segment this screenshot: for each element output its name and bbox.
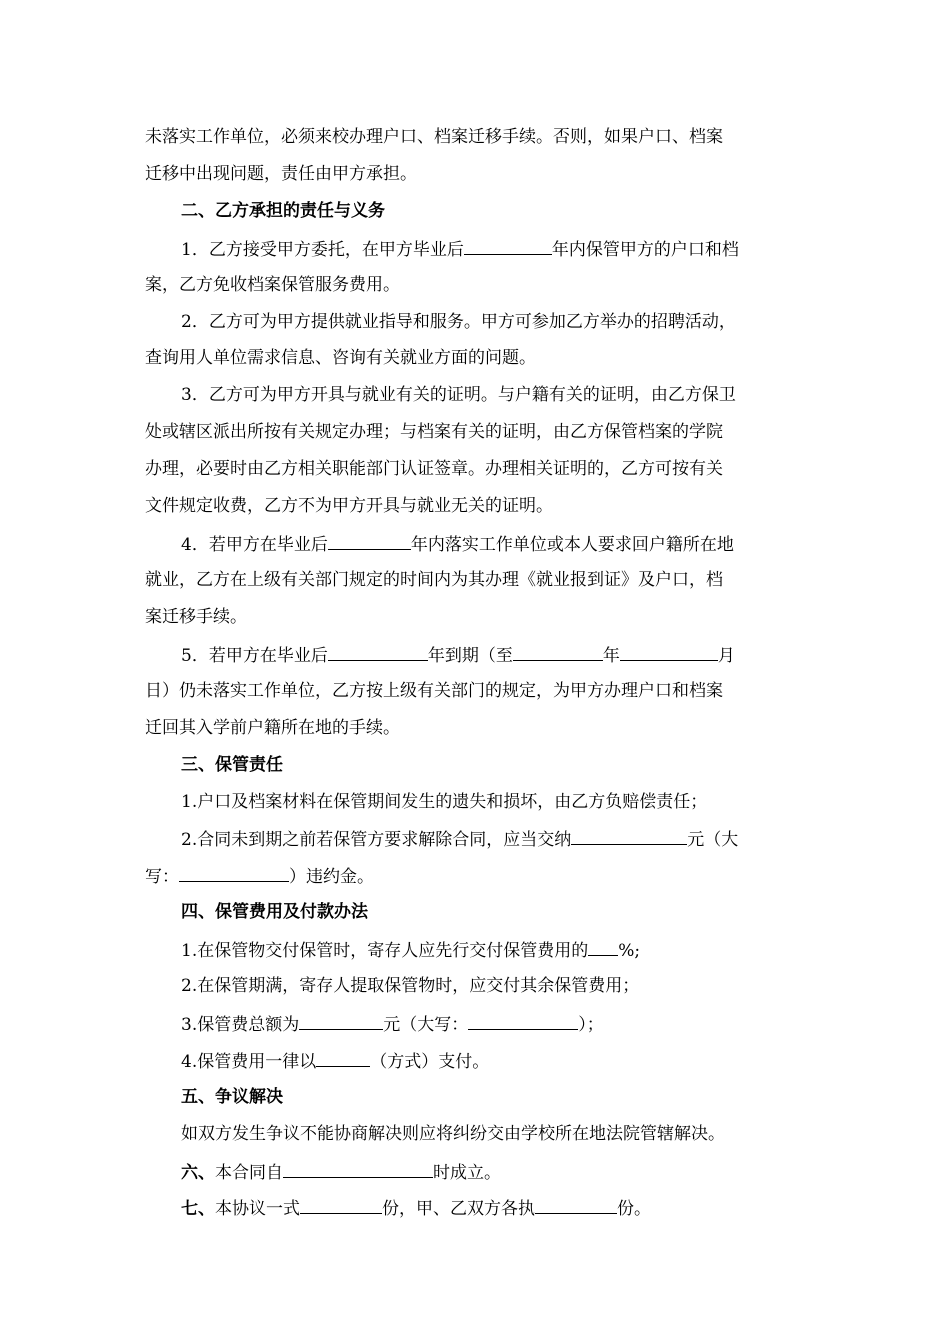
fill-blank[interactable]: [588, 937, 618, 956]
text: 1.在保管物交付保管时，寄存人应先行交付保管费用的: [181, 941, 589, 961]
text: %;: [618, 941, 641, 961]
fill-blank[interactable]: [283, 1159, 433, 1178]
text: 3.保管费总额为: [181, 1015, 300, 1035]
paragraph-line: [181, 1195, 810, 1219]
text: 本协议一式: [215, 1199, 300, 1219]
text: 份。: [617, 1199, 651, 1219]
text: 年内落实工作单位或本人要求回户籍所在地: [410, 535, 734, 555]
text: 日）仍未落实工作单位，乙方按上级有关部门的规定，为甲方办理户口和档案: [145, 681, 723, 701]
text: 2．乙方可为甲方提供就业指导和服务。甲方可参加乙方举办的招聘活动，: [181, 312, 736, 332]
heading-text: 七、: [181, 1199, 215, 1219]
section-heading: [181, 199, 810, 223]
text: ）；: [578, 1015, 604, 1035]
text: 未落实工作单位，必须来校办理户口、档案迁移手续。否则，如果户口、档案: [145, 127, 723, 147]
text: 元（大写：: [383, 1015, 469, 1035]
paragraph-line: [145, 568, 810, 592]
text: 2.合同未到期之前若保管方要求解除合同，应当交纳: [181, 830, 572, 850]
text: 份，甲、乙双方各执: [382, 1199, 535, 1219]
fill-blank[interactable]: [468, 1011, 578, 1030]
text: 文件规定收费，乙方不为甲方开具与就业无关的证明。: [145, 496, 553, 516]
paragraph-line: [145, 457, 810, 481]
text: 2.在保管期满，寄存人提取保管物时，应交付其余保管费用；: [181, 976, 640, 996]
text: 本合同自: [215, 1163, 283, 1183]
paragraph-line: [145, 162, 810, 186]
fill-blank[interactable]: [513, 642, 603, 661]
text: 年到期（至: [427, 646, 513, 666]
section-heading: [181, 753, 810, 777]
heading-text: 六、: [181, 1163, 215, 1183]
fill-blank[interactable]: [300, 1195, 382, 1214]
text: 案迁移手续。: [145, 607, 247, 627]
paragraph-line: [181, 1011, 810, 1035]
heading-text: 五、争议解决: [181, 1087, 283, 1107]
fill-blank[interactable]: [571, 826, 687, 845]
paragraph-line: [181, 1159, 810, 1183]
paragraph-line: [145, 605, 810, 629]
text: 4．若甲方在毕业后: [181, 535, 328, 555]
fill-blank[interactable]: [179, 863, 289, 882]
paragraph-line: [181, 974, 810, 998]
fill-blank[interactable]: [535, 1195, 617, 1214]
paragraph-line: [145, 716, 810, 740]
paragraph-line: [181, 1048, 810, 1072]
text: 写：: [145, 867, 179, 887]
text: 就业，乙方在上级有关部门规定的时间内为其办理《就业报到证》及户口，档: [145, 570, 723, 590]
section-heading: [181, 1085, 810, 1109]
heading-text: 二、乙方承担的责任与义务: [181, 201, 385, 221]
paragraph-line: [145, 679, 810, 703]
text: 办理，必要时由乙方相关职能部门认证签章。办理相关证明的，乙方可按有关: [145, 459, 723, 479]
heading-text: 三、保管责任: [181, 755, 283, 775]
fill-blank[interactable]: [299, 1011, 383, 1030]
text: 迁移中出现问题，责任由甲方承担。: [145, 164, 417, 184]
paragraph-line: [181, 383, 810, 407]
paragraph-line: [181, 531, 810, 555]
paragraph-line: [145, 863, 810, 887]
fill-blank[interactable]: [328, 531, 411, 550]
text: 处或辖区派出所按有关规定办理；与档案有关的证明，由乙方保管档案的学院: [145, 422, 723, 442]
paragraph-line: [145, 273, 810, 297]
text: 迁回其入学前户籍所在地的手续。: [145, 718, 400, 738]
text: 如双方发生争议不能协商解决则应将纠纷交由学校所在地法院管辖解决。: [181, 1124, 725, 1144]
section-heading: [181, 900, 810, 924]
text: 月: [717, 646, 735, 666]
text: 案，乙方免收档案保管服务费用。: [145, 275, 400, 295]
fill-blank[interactable]: [316, 1048, 370, 1067]
text: 1.户口及档案材料在保管期间发生的遗失和损坏，由乙方负赔偿责任；: [181, 792, 708, 812]
text: 4.保管费用一律以: [181, 1052, 317, 1072]
paragraph-line: [181, 937, 810, 961]
text: 5．若甲方在毕业后: [181, 646, 328, 666]
text: 年: [602, 646, 620, 666]
text: 3．乙方可为甲方开具与就业有关的证明。与户籍有关的证明，由乙方保卫: [181, 385, 736, 405]
paragraph-line: [181, 826, 810, 850]
paragraph-line: [181, 1122, 810, 1146]
text: （方式）支付。: [370, 1052, 490, 1072]
paragraph-line: [145, 494, 810, 518]
fill-blank[interactable]: [620, 642, 718, 661]
fill-blank[interactable]: [328, 642, 428, 661]
paragraph-line: [181, 790, 810, 814]
text: 1．乙方接受甲方委托，在甲方毕业后: [181, 240, 464, 260]
paragraph-line: [181, 642, 810, 666]
text: 查询用人单位需求信息、咨询有关就业方面的问题。: [145, 348, 536, 368]
text: ）违约金。: [289, 867, 374, 887]
text: 元（大: [687, 830, 739, 850]
paragraph-line: [145, 420, 810, 444]
paragraph-line: [181, 310, 810, 334]
heading-text: 四、保管费用及付款办法: [181, 902, 368, 922]
paragraph-line: [145, 346, 810, 370]
paragraph-line: [181, 236, 810, 260]
paragraph-line: [145, 125, 810, 149]
text: 年内保管甲方的户口和档: [551, 240, 739, 260]
fill-blank[interactable]: [464, 236, 552, 255]
text: 时成立。: [433, 1163, 501, 1183]
